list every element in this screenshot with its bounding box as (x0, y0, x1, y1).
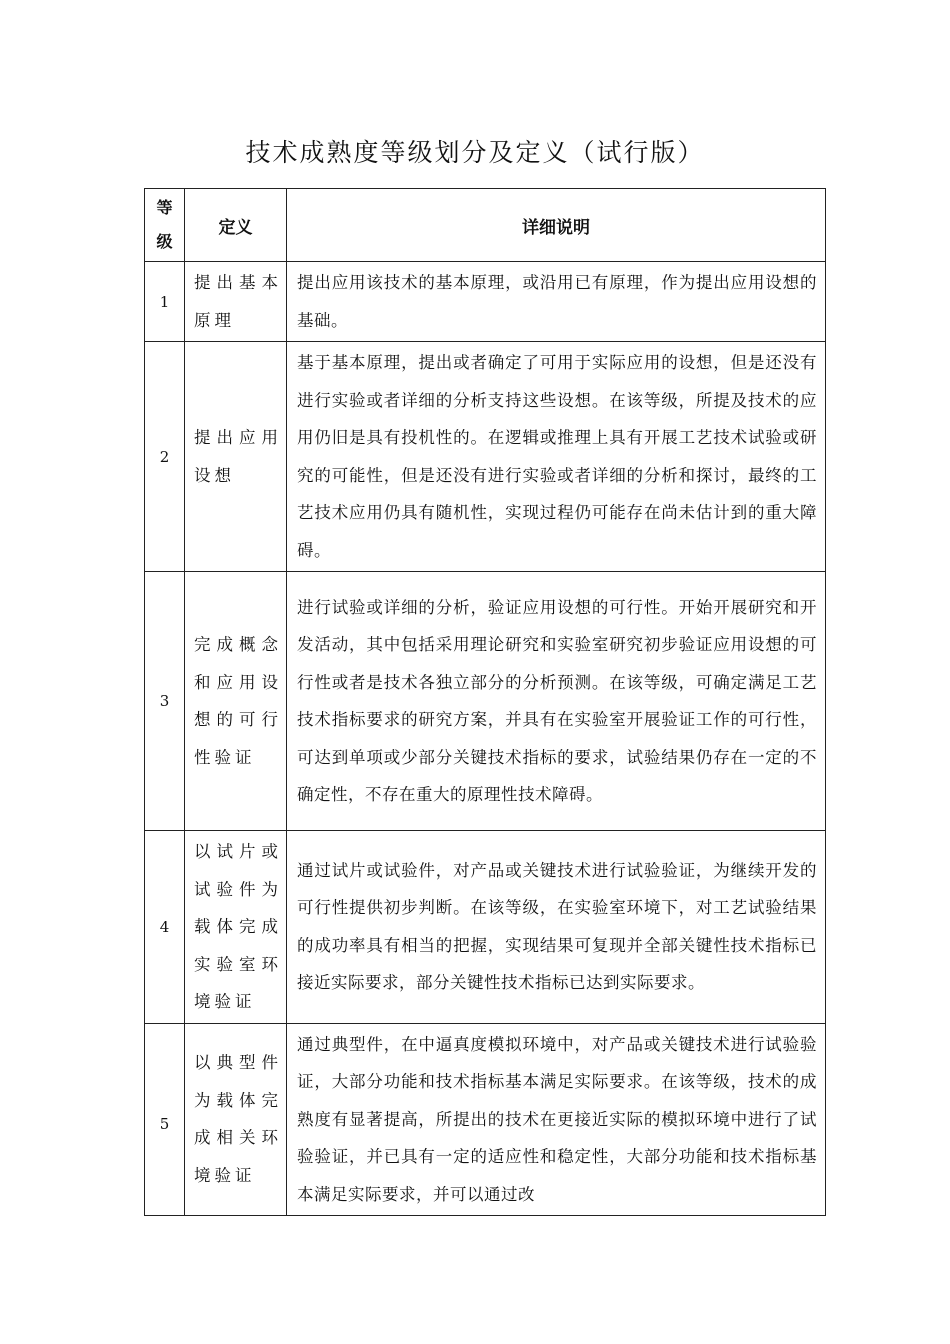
page-title: 技术成熟度等级划分及定义（试行版） (245, 138, 705, 167)
header-detail: 详细说明 (287, 189, 826, 262)
row-level: 1 (145, 262, 185, 342)
row-level: 5 (145, 1023, 185, 1216)
maturity-table (144, 188, 826, 1216)
table-row (145, 572, 826, 831)
row-definition: 提出基本原理 (185, 262, 287, 342)
header-definition: 定义 (185, 189, 287, 262)
row-detail: 进行试验或详细的分析，验证应用设想的可行性。开始开展研究和开发活动，其中包括采用理论研究和实验室研究初步验证应用设想的可行性或者是技术各独立部分的分析预测。在该等级，可确定满足工艺技术指标要求的研究方案，并具有在实验室开展验证工作的可行性，可达到单项或少部分关键技术指标的要求，试验结果仍存在一定的不确定性，不存在重大的原理性技术障碍。 (287, 572, 826, 831)
table-row (145, 342, 826, 572)
row-definition: 以试片或试验件为载体完成实验室环境验证 (185, 831, 287, 1024)
row-detail: 通过试片或试验件，对产品或关键技术进行试验验证，为继续开发的可行性提供初步判断。在该等级，在实验室环境下，对工艺试验结果的成功率具有相当的把握，实现结果可复现并全部关键性技术指标已接近实际要求，部分关键性技术指标已达到实际要求。 (287, 831, 826, 1024)
row-definition: 提出应用设想 (185, 342, 287, 572)
header-level (145, 189, 185, 262)
header-level-text: 等级 (156, 198, 173, 251)
table-row (145, 262, 826, 342)
row-level: 4 (145, 831, 185, 1024)
row-detail: 基于基本原理，提出或者确定了可用于实际应用的设想，但是还没有进行实验或者详细的分析支持这些设想。在该等级，所提及技术的应用仍旧是具有投机性的。在逻辑或推理上具有开展工艺技术试验或研究的可能性，但是还没有进行实验或者详细的分析和探讨，最终的工艺技术应用仍具有随机性，实现过程仍可能存在尚未估计到的重大障碍。 (287, 342, 826, 572)
row-definition: 完成概念和应用设想的可行性验证 (185, 572, 287, 831)
row-level: 2 (145, 342, 185, 572)
row-detail: 提出应用该技术的基本原理，或沿用已有原理，作为提出应用设想的基础。 (287, 262, 826, 342)
row-level: 3 (145, 572, 185, 831)
table-row (145, 831, 826, 1024)
table-header-row (145, 189, 826, 262)
table-row (145, 1023, 826, 1216)
row-definition: 以典型件为载体完成相关环境验证 (185, 1023, 287, 1216)
row-detail: 通过典型件，在中逼真度模拟环境中，对产品或关键技术进行试验验证，大部分功能和技术指标基本满足实际要求。在该等级，技术的成熟度有显著提高，所提出的技术在更接近实际的模拟环境中进行了试验验证，并已具有一定的适应性和稳定性，大部分功能和技术指标基本满足实际要求，并可以通过改 (287, 1023, 826, 1216)
